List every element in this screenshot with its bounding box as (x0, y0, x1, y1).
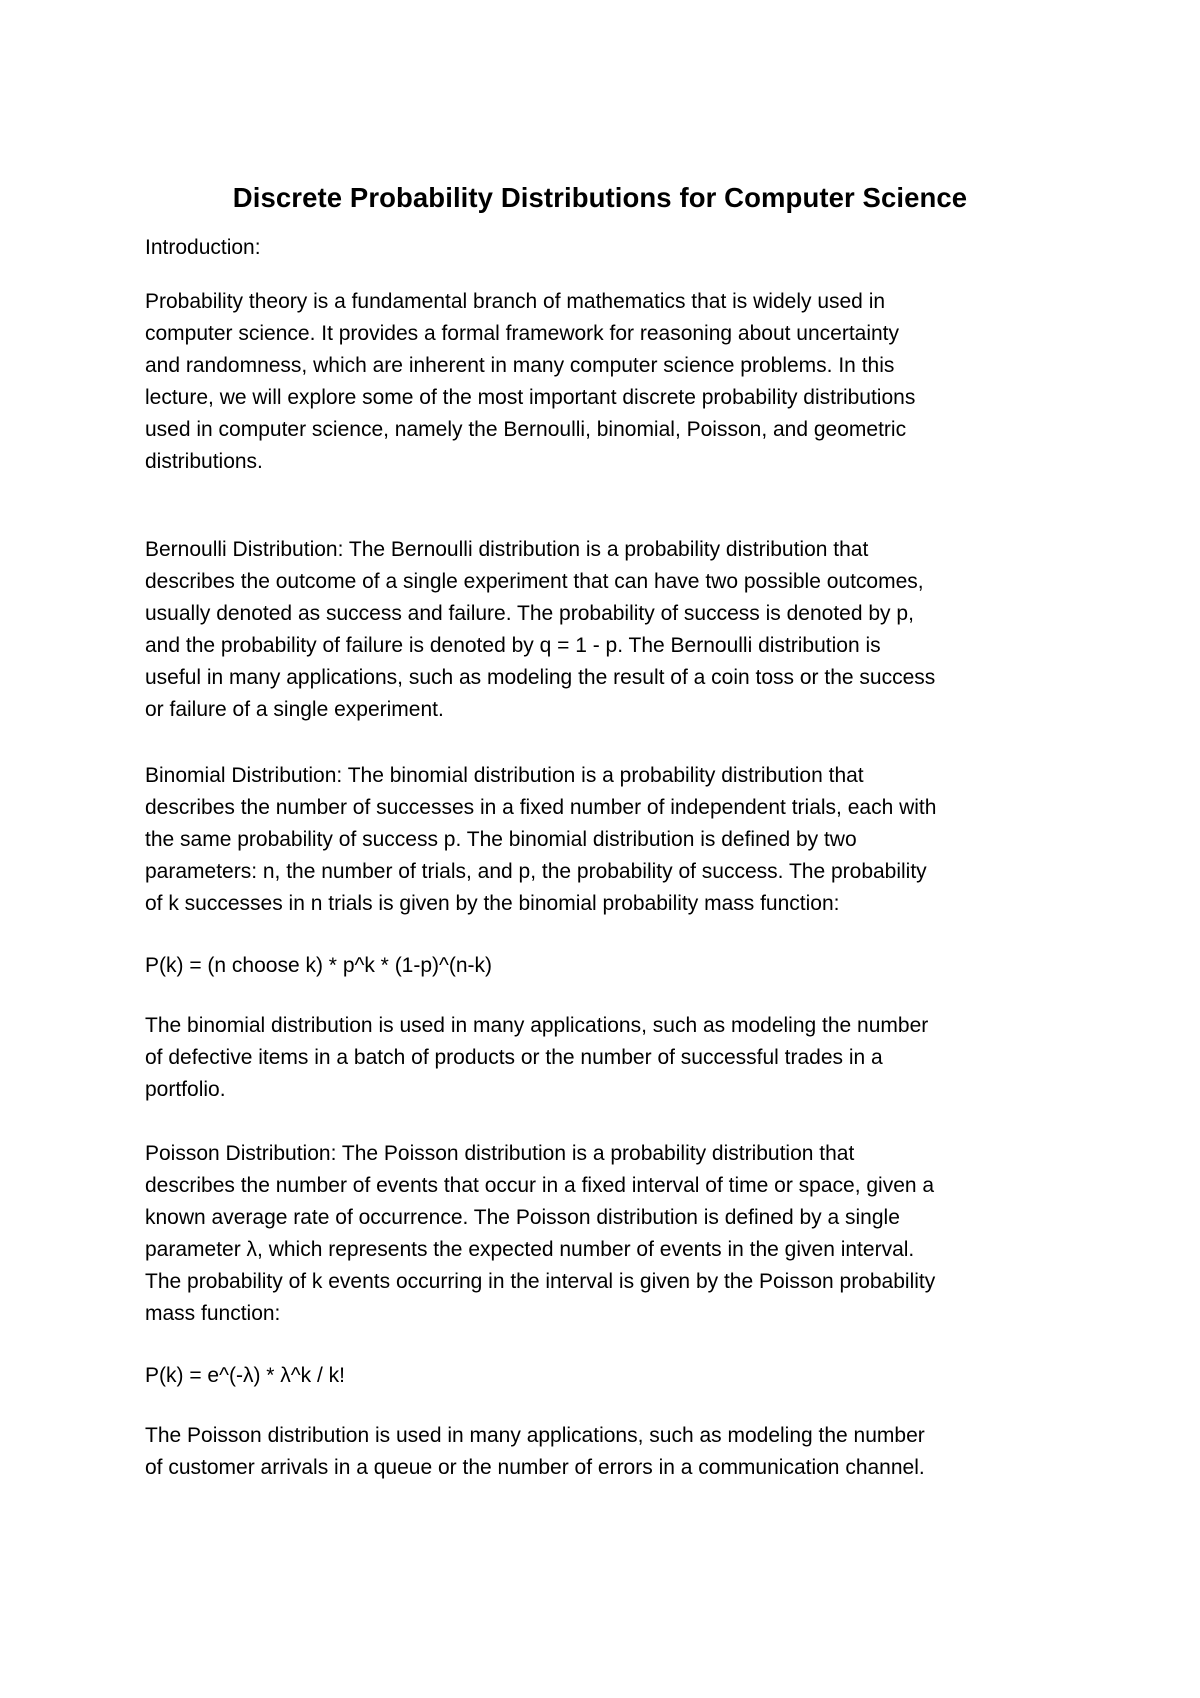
paragraph-line: Binomial Distribution: The binomial distribution is a probability distribution that (145, 764, 864, 787)
paragraph-line: and the probability of failure is denoted by q = 1 - p. The Bernoulli distribution is (145, 634, 881, 657)
binomial-formula (145, 950, 1065, 982)
paragraph-line: Bernoulli Distribution: The Bernoulli distribution is a probability distribution that (145, 538, 869, 561)
paragraph-line: usually denoted as success and failure. The probability of success is denoted by p, (145, 602, 914, 625)
bernoulli-paragraph (145, 534, 1065, 726)
paragraph-line: The binomial distribution is used in many applications, such as modeling the number (145, 1014, 929, 1037)
paragraph-line: of k successes in n trials is given by the binomial probability mass function: (145, 892, 840, 915)
paragraph-line: describes the outcome of a single experiment that can have two possible outcomes, (145, 570, 924, 593)
paragraph-line: distributions. (145, 450, 263, 473)
paragraph-line: parameters: n, the number of trials, and p, the probability of success. The probability (145, 860, 927, 883)
paragraph-line: describes the number of events that occur in a fixed interval of time or space, given a (145, 1174, 935, 1197)
paragraph-line: known average rate of occurrence. The Poisson distribution is defined by a single (145, 1206, 900, 1229)
formula-line: P(k) = e^(-λ) * λ^k / k! (145, 1364, 345, 1387)
paragraph-line: portfolio. (145, 1078, 226, 1101)
paragraph-line: the same probability of success p. The binomial distribution is defined by two (145, 828, 857, 851)
poisson-applications-paragraph (145, 1420, 1065, 1484)
paragraph-line: The Poisson distribution is used in many applications, such as modeling the number (145, 1424, 925, 1447)
paragraph-line: of customer arrivals in a queue or the number of errors in a communication channel. (145, 1456, 925, 1479)
paragraph-line: Probability theory is a fundamental branch of mathematics that is widely used in (145, 290, 886, 313)
paragraph-line: used in computer science, namely the Bernoulli, binomial, Poisson, and geometric (145, 418, 907, 441)
binomial-paragraph (145, 760, 1065, 920)
intro-heading (145, 232, 1065, 264)
intro-paragraph (145, 286, 1065, 478)
paragraph-line: lecture, we will explore some of the most important discrete probability distributions (145, 386, 916, 409)
paragraph-line: computer science. It provides a formal framework for reasoning about uncertainty (145, 322, 900, 345)
binomial-applications-paragraph (145, 1010, 1065, 1106)
paragraph-line: Poisson Distribution: The Poisson distribution is a probability distribution that (145, 1142, 855, 1165)
paragraph-line: parameter λ, which represents the expected number of events in the given interval. (145, 1238, 915, 1261)
formula-line: P(k) = (n choose k) * p^k * (1-p)^(n-k) (145, 954, 493, 977)
paragraph-line: and randomness, which are inherent in many computer science problems. In this (145, 354, 895, 377)
paragraph-line: describes the number of successes in a fixed number of independent trials, each with (145, 796, 937, 819)
poisson-formula (145, 1360, 1065, 1392)
page-title: Discrete Probability Distributions for Computer Science (232, 182, 968, 213)
paragraph-line: useful in many applications, such as modeling the result of a coin toss or the success (145, 666, 936, 689)
intro-heading-text: Introduction: (145, 236, 261, 259)
paragraph-line: or failure of a single experiment. (145, 698, 444, 721)
paragraph-line: of defective items in a batch of products or the number of successful trades in a (145, 1046, 883, 1069)
paragraph-line: The probability of k events occurring in the interval is given by the Poisson probability (145, 1270, 936, 1293)
poisson-paragraph (145, 1138, 1065, 1330)
paragraph-line: mass function: (145, 1302, 281, 1325)
